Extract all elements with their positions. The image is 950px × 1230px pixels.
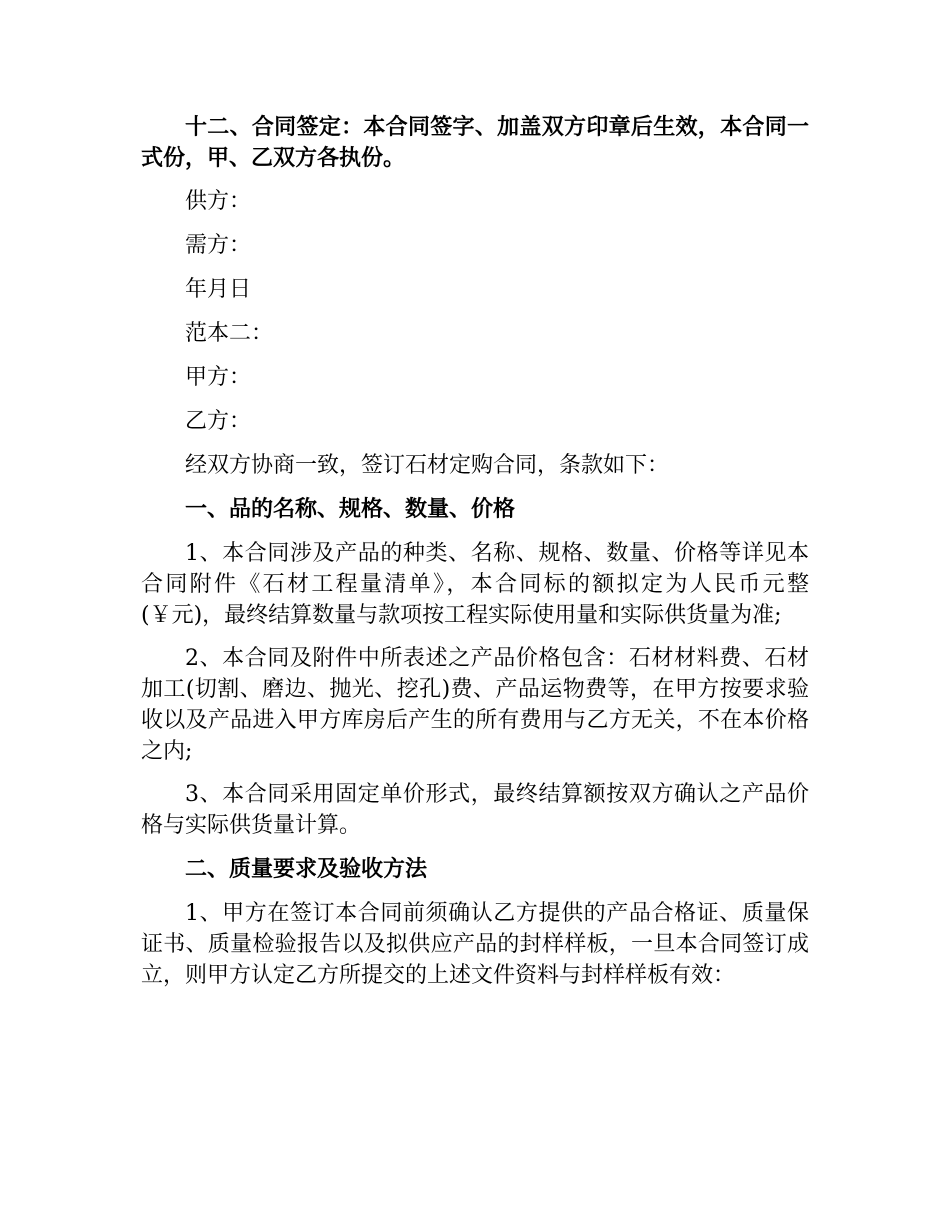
section-2-heading: 二、质量要求及验收方法 [185,856,428,882]
party-b-line: 乙方： [185,409,252,434]
document-page [141,112,809,991]
intro-paragraph: 经双方协商一致，签订石材定购合同，条款如下： [185,453,670,478]
section-1-item-2: 2、本合同及附件中所表述之产品价格包含：石材材料费、石材加工(切割、磨边、抛光、挖孔)费、产品运物费等，在甲方按要求验收以及产品进入甲方库房后产生的所有费用与乙方无关，不在本价格之内; [141,646,809,764]
section-1-heading: 一、品的名称、规格、数量、价格 [185,496,516,522]
buyer-line: 需方： [185,233,252,258]
supplier-line: 供方： [185,189,252,214]
date-line: 年月日 [185,277,252,302]
party-a-line: 甲方： [185,365,252,390]
clause-12-signing: 十二、合同签定：本合同签字、加盖双方印章后生效，本合同一式份，甲、乙双方各执份。 [141,114,809,171]
section-1-item-1: 1、本合同涉及产品的种类、名称、规格、数量、价格等详见本合同附件《石材工程量清单》，本合同标的额拟定为人民币元整(￥元)，最终结算数量与款项按工程实际使用量和实际供货量为准; [141,541,809,628]
template-two-heading: 范本二： [185,321,274,346]
section-1-item-3: 3、本合同采用固定单价形式，最终结算额按双方确认之产品价格与实际供货量计算。 [141,782,809,838]
section-2-item-1: 1、甲方在签订本合同前须确认乙方提供的产品合格证、质量保证书、质量检验报告以及拟供应产品的封样样板，一旦本合同签订成立，则甲方认定乙方所提交的上述文件资料与封样样板有效： [141,901,809,988]
